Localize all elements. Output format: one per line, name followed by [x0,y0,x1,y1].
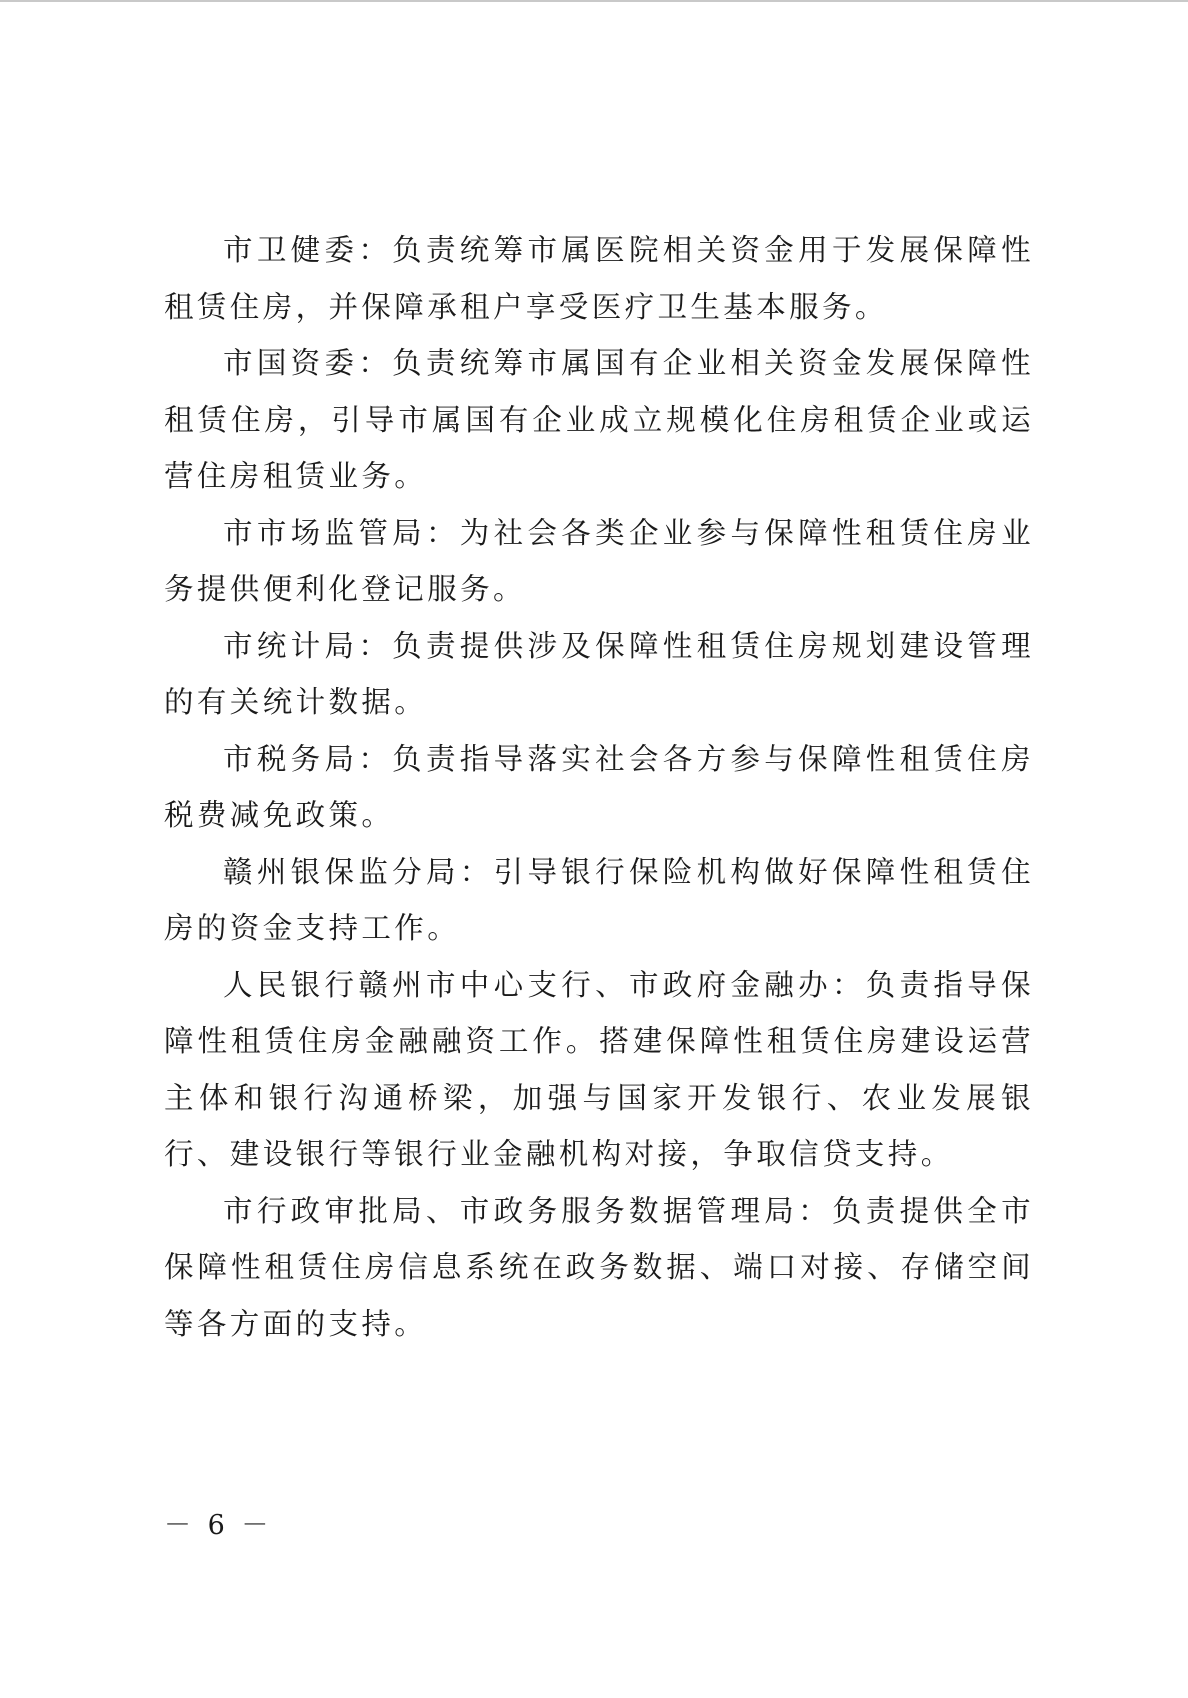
paragraph-tax-bureau: 市税务局：负责指导落实社会各方参与保障性租赁住房税费减免政策。 [164,741,1034,832]
paragraph-statistics-bureau: 市统计局：负责提供涉及保障性租赁住房规划建设管理的有关统计数据。 [164,628,1034,719]
page-number: － 6 － [164,1510,273,1541]
paragraph-health-commission: 市卫健委：负责统筹市属医院相关资金用于发展保障性租赁住房，并保障承租户享受医疗卫生基本服务。 [164,233,1034,324]
paragraph-admin-approval-data-bureau: 市行政审批局、市政务服务数据管理局：负责提供全市保障性租赁住房信息系统在政务数据、端口对接、存储空间等各方面的支持。 [164,1193,1034,1341]
paragraph-market-supervision: 市市场监管局：为社会各类企业参与保障性租赁住房业务提供便利化登记服务。 [164,515,1034,606]
scan-edge [0,0,1188,2]
paragraph-sasac: 市国资委：负责统筹市属国有企业相关资金发展保障性租赁住房，引导市属国有企业成立规模化住房租赁企业或运营住房租赁业务。 [164,346,1034,493]
paragraph-pboc-finance-office: 人民银行赣州市中心支行、市政府金融办：负责指导保障性租赁住房金融融资工作。搭建保障性租赁住房建设运营主体和银行沟通桥梁，加强与国家开发银行、农业发展银行、建设银行等银行业金融机构对接，争取信贷支持。 [164,967,1034,1171]
document-body [164,222,1034,1352]
paragraph-cbirc-branch: 赣州银保监分局：引导银行保险机构做好保障性租赁住房的资金支持工作。 [164,854,1034,945]
